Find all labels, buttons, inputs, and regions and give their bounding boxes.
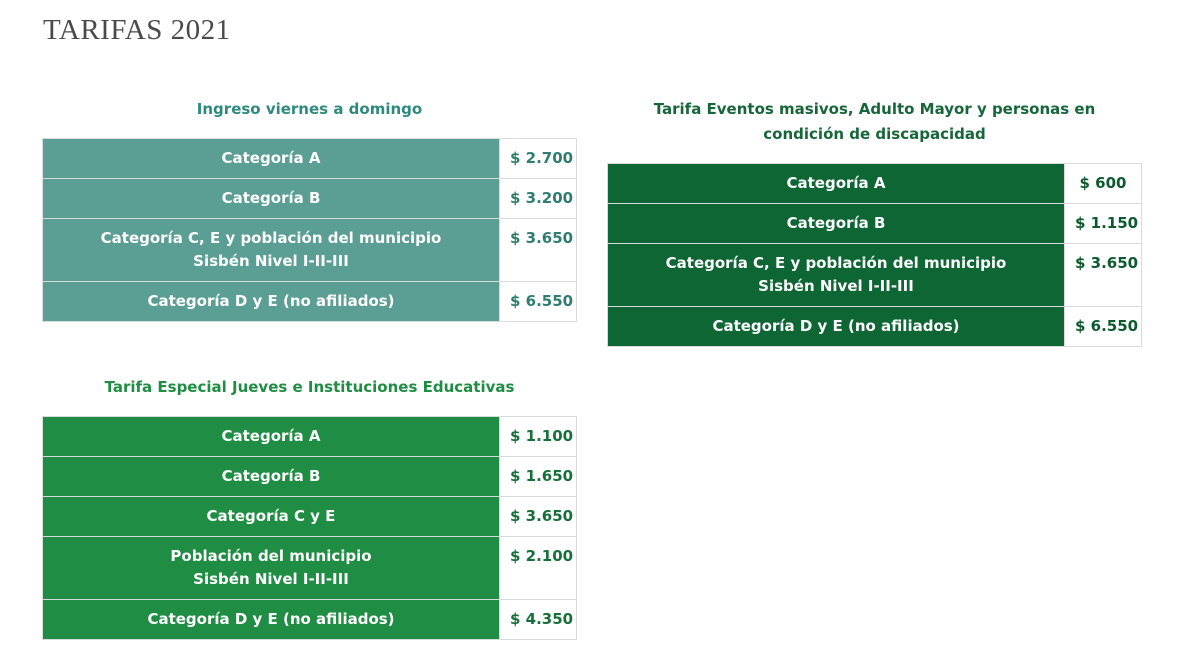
rate-row [608, 164, 1142, 204]
rate-category-line: Categoría C, E y población del municipio [665, 254, 1007, 272]
rate-row [43, 179, 577, 219]
rate-category-line: Categoría B [786, 214, 886, 232]
rate-row [43, 282, 577, 322]
rate-category [608, 164, 1065, 204]
rate-category-line: Categoría A [221, 149, 321, 167]
rate-price: $ 3.650 [500, 497, 577, 537]
events-rates-heading-line1: Tarifa Eventos masivos, Adulto Mayor y personas en [653, 100, 1096, 118]
rate-category-line: Categoría D y E (no afiliados) [147, 292, 395, 310]
rate-price: $ 3.650 [500, 219, 577, 282]
special-rates-heading: Tarifa Especial Jueves e Instituciones Educativas [104, 378, 515, 396]
rate-category [43, 537, 500, 600]
rate-category-line: Categoría D y E (no afiliados) [147, 610, 395, 628]
weekend-rates-table [42, 138, 577, 322]
rate-category-line: Categoría B [221, 189, 321, 207]
rate-category-line: Categoría D y E (no afiliados) [712, 317, 960, 335]
rate-price: $ 2.700 [500, 139, 577, 179]
rate-row [43, 537, 577, 600]
rate-price: $ 6.550 [1065, 307, 1142, 347]
rate-price: $ 600 [1065, 164, 1142, 204]
rate-row [43, 457, 577, 497]
rate-category [43, 219, 500, 282]
events-rates-section [607, 97, 1142, 147]
rate-category [43, 417, 500, 457]
rate-category-line: Categoría A [786, 174, 886, 192]
weekend-rates-body [43, 139, 577, 322]
rate-category [608, 204, 1065, 244]
rate-category [43, 600, 500, 640]
rate-category-line: Población del municipio [170, 547, 372, 565]
rate-price: $ 6.550 [500, 282, 577, 322]
rate-category-line: Categoría A [221, 427, 321, 445]
rate-price: $ 3.200 [500, 179, 577, 219]
rate-category-line: Sisbén Nivel I-II-III [193, 252, 349, 270]
events-rates-heading [607, 97, 1142, 147]
rate-row [43, 139, 577, 179]
rate-category-line: Categoría B [221, 467, 321, 485]
rate-row [43, 497, 577, 537]
special-rates-body [43, 417, 577, 640]
rate-price: $ 3.650 [1065, 244, 1142, 307]
rate-row [43, 417, 577, 457]
rate-category-line: Sisbén Nivel I-II-III [758, 277, 914, 295]
rate-row [608, 244, 1142, 307]
weekend-rates-section [42, 97, 577, 122]
rate-category-line: Categoría C, E y población del municipio [100, 229, 442, 247]
rate-category [43, 457, 500, 497]
rate-row [43, 600, 577, 640]
events-rates-heading-line2: condición de discapacidad [763, 125, 986, 143]
rate-price: $ 2.100 [500, 537, 577, 600]
rate-row [608, 307, 1142, 347]
special-rates-section [42, 375, 577, 400]
rate-category [43, 139, 500, 179]
rate-price: $ 4.350 [500, 600, 577, 640]
rate-row [43, 219, 577, 282]
special-rates-table [42, 416, 577, 640]
rate-category-line: Categoría C y E [206, 507, 336, 525]
rate-price: $ 1.650 [500, 457, 577, 497]
weekend-rates-heading: Ingreso viernes a domingo [196, 100, 423, 118]
page-title: TARIFAS 2021 [43, 14, 231, 46]
rate-category [43, 497, 500, 537]
rate-price: $ 1.100 [500, 417, 577, 457]
rate-category [43, 282, 500, 322]
rate-row [608, 204, 1142, 244]
events-rates-body [608, 164, 1142, 347]
rate-category-line: Sisbén Nivel I-II-III [193, 570, 349, 588]
events-rates-table [607, 163, 1142, 347]
rate-category [43, 179, 500, 219]
rate-category [608, 307, 1065, 347]
rate-price: $ 1.150 [1065, 204, 1142, 244]
rate-category [608, 244, 1065, 307]
